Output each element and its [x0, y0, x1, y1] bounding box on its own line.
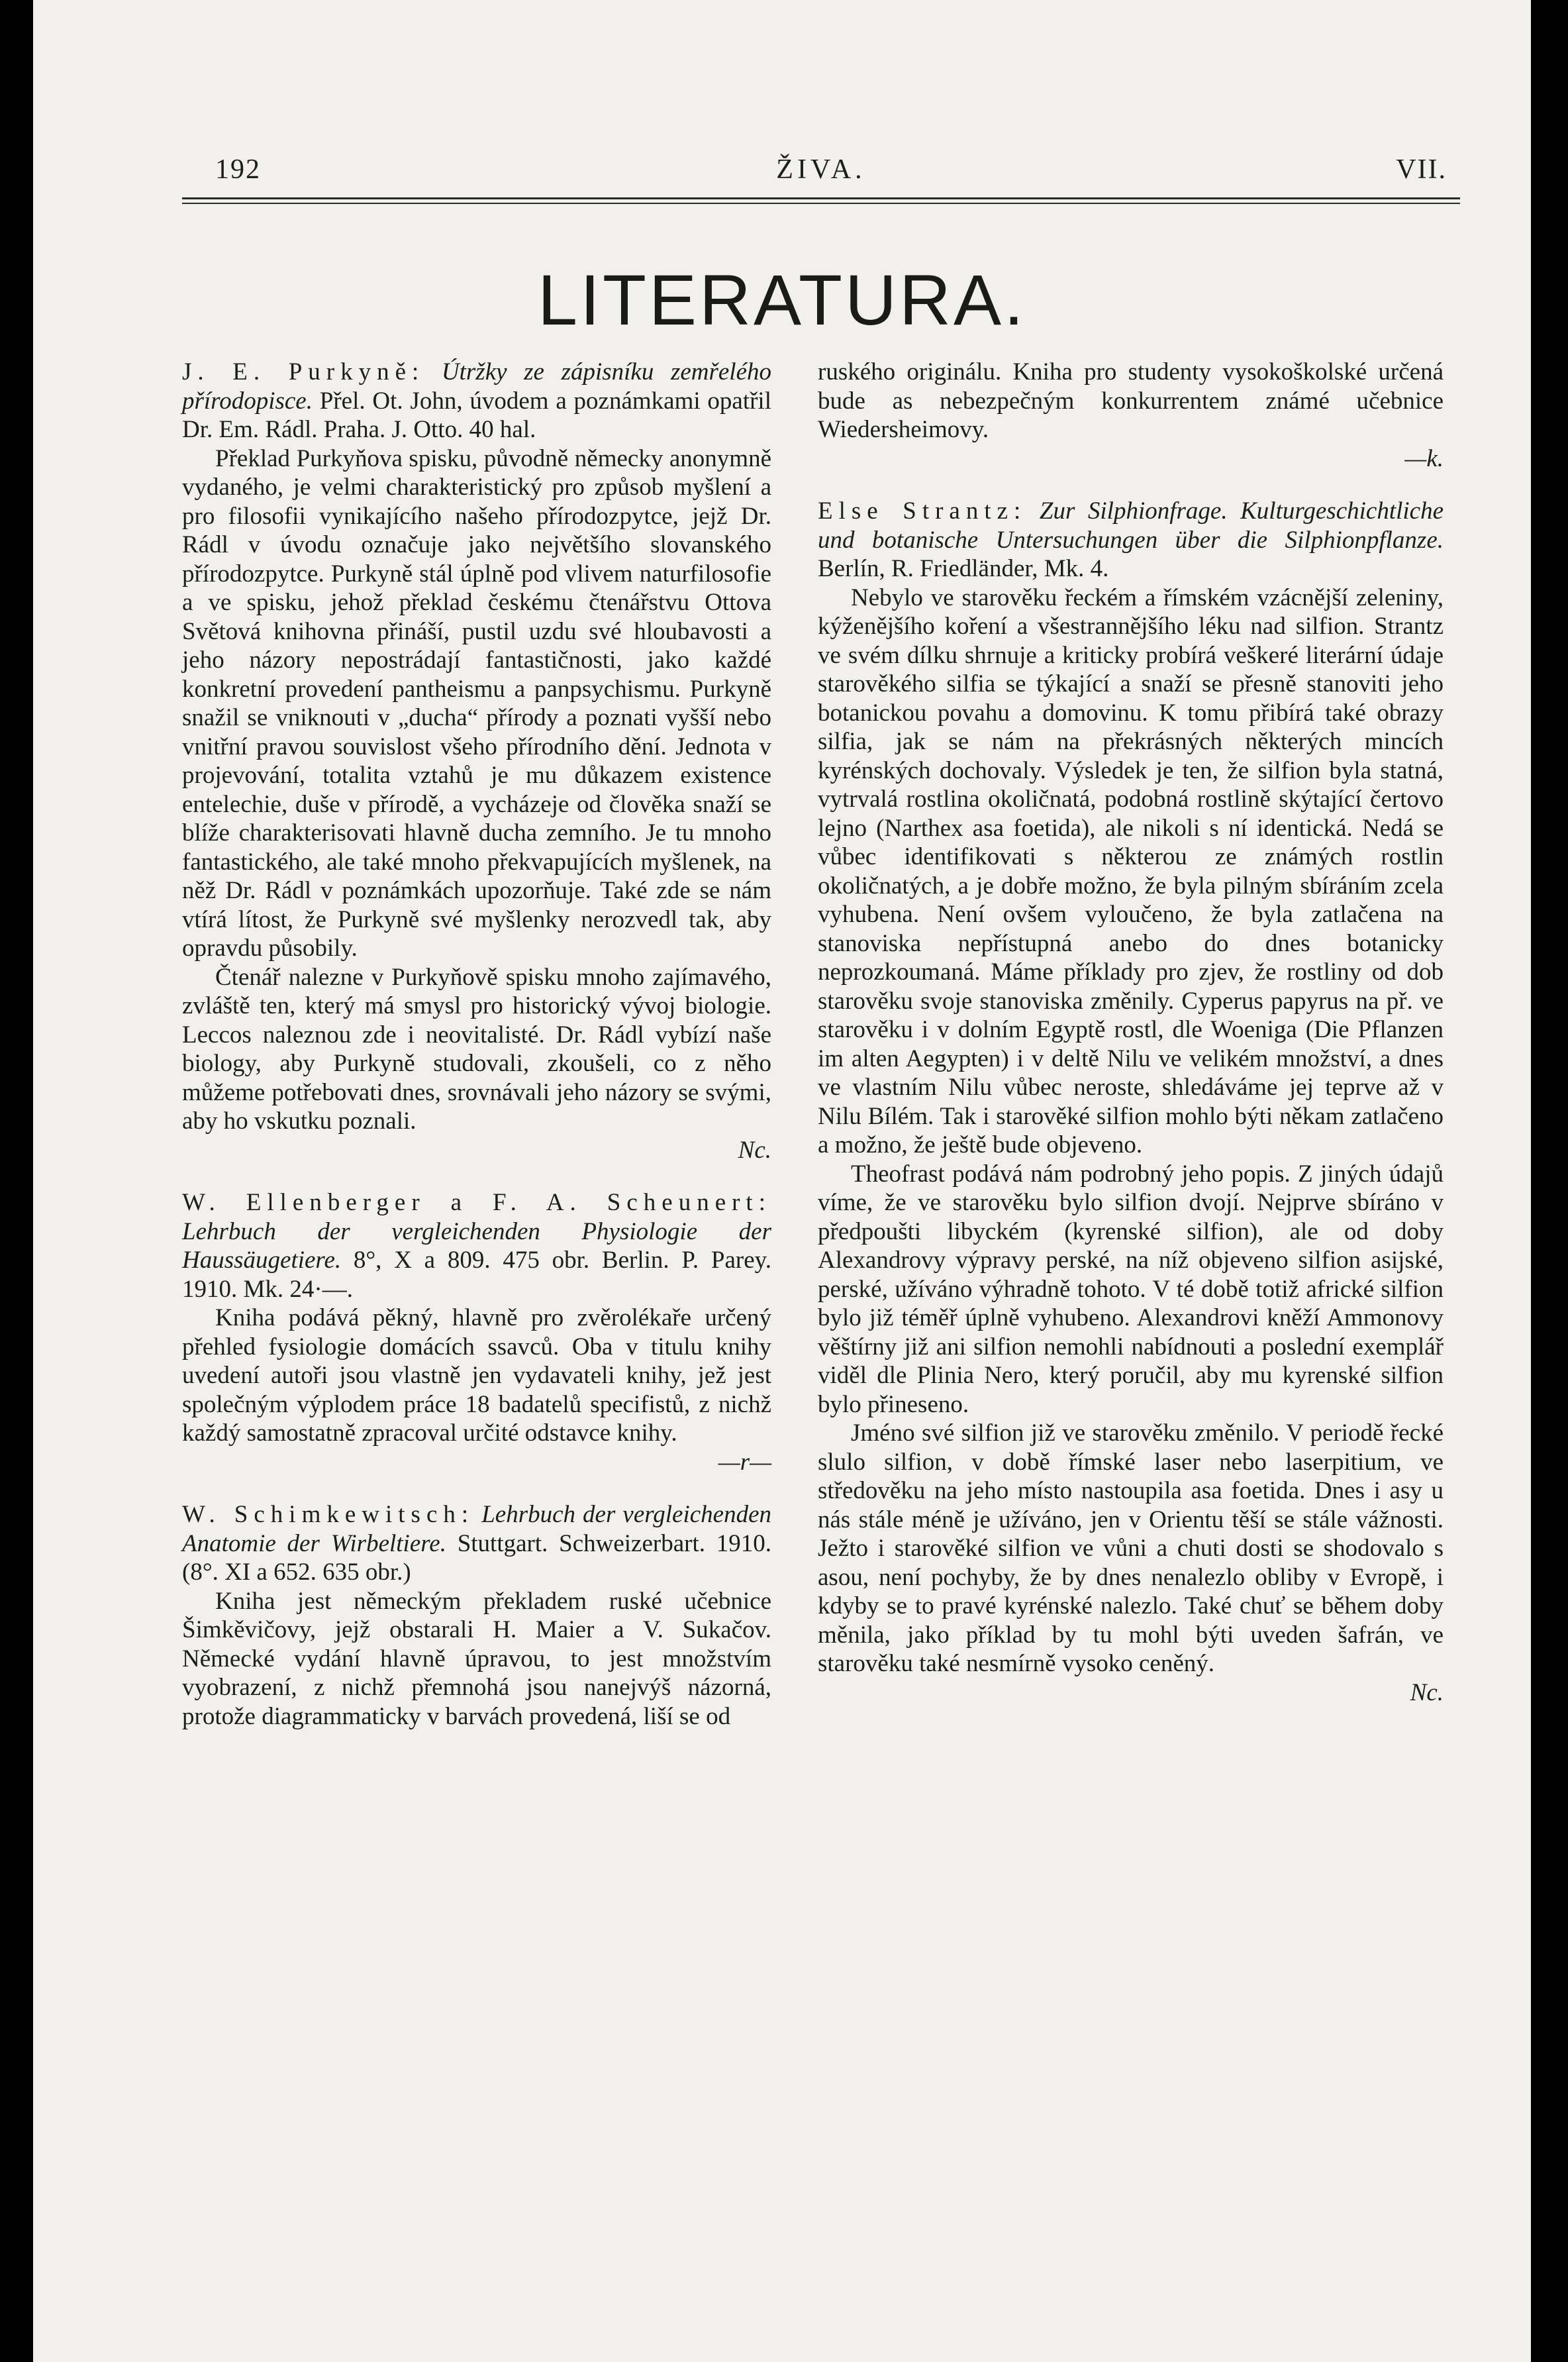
review-work-title: Lehrbuch der vergleichenden Anatomie der Wirbeltiere.: [182, 1501, 772, 1557]
review-heading: [182, 1500, 771, 1587]
review-work-title: Lehrbuch der vergleichenden Physiologie der Haussäugetiere.: [182, 1217, 771, 1274]
review-paragraph: Theofrast podává nám podrobný jeho popis. Z jiných údajů víme, že ve starověku bylo silfion dvojí. Nejprve sbíráno v předpoušti libyckém (kyrenské silfion), ale od doby Alexandrovy výpravy perské, na níž objeveno silfion asijské, perské, užíváno výhradně tohoto. V té době totiž africké silfion bylo již téměř úplně vyhubeno. Alexandrovi kněží Ammonovy věštírny již ani silfion nemohli nabídnouti a poslední exemplář viděl dle Plinia Nero, který poručil, aby mu kyrenské silfion bylo přineseno.: [818, 1160, 1444, 1418]
review-biblio: Přel. Ot. John, úvodem a poznámkami opatřil Dr. Em. Rádl. Praha. J. Otto. 40 hal.: [182, 387, 771, 443]
review-biblio: Berlín, R. Friedländer, Mk. 4.: [818, 555, 1109, 582]
reviewer-signature: —k.: [1404, 444, 1444, 472]
review-author: Else Strantz:: [818, 497, 1027, 525]
section-title: LITERATURA.: [537, 260, 1027, 340]
review-paragraph: Kniha podává pěkný, hlavně pro zvěrolékaře určený přehled fysiologie domácích ssavců. Oba v titulu knihy uvedení autoři jsou vlastně jen vydavateli knihy, jež jest společným výplodem práce 18 badatelů specifistů, z nichž každý samostatně zpracoval určité odstavce knihy.: [182, 1304, 771, 1447]
reviewer-signature: Nc.: [738, 1136, 771, 1164]
left-column: [182, 358, 771, 1755]
review-heading: [818, 497, 1444, 584]
review-paragraph: Jméno své silfion již ve starověku změnilo. V periodě řecké slulo silfion, v době římské laser nebo laserpitium, ve středověku na jeho místo nastoupila asa foetida. Dnes i asy u nás stále méně je užíváno, jen v Orientu těší se stále vážnosti. Ježto i starověké silfion ve vůni a chuti dosti se shodovalo s asou, není pochyby, že by dnes nenalezlo obliby v Evropě, i kdyby se to pravé kyrénské nalezlo. Také chuť se během doby měnila, jako příklad by tu mohl býti uveden šafrán, ve starověku také nesmírně vysoko ceněný.: [818, 1419, 1444, 1677]
journal-title: ŽIVA.: [776, 154, 866, 185]
reviewer-signature: —r—: [718, 1448, 771, 1476]
review-author: W. Ellenberger a F. A. Scheunert:: [182, 1189, 771, 1216]
page-number: 192: [215, 154, 261, 185]
review-strantz: [818, 497, 1444, 1707]
review-author: W. Schimkewitsch:: [182, 1501, 475, 1528]
review-purkyne: [182, 358, 771, 1164]
review-heading: [182, 1188, 771, 1304]
review-author: J. E. Purkyně:: [182, 358, 425, 385]
review-paragraph: Kniha jest německým překladem ruské učebnice Šimkěvičovy, jejž obstarali H. Maier a V. Sukačov. Německé vydání hlavně úpravou, to jest množstvím vyobrazení, z nichž přemnohá jsou nanejvýš názorná, protože diagrammaticky v barvách provedená, liší se od: [182, 1587, 771, 1730]
review-heading: [182, 358, 771, 444]
review-biblio: Stuttgart. Schweizerbart. 1910. (8°. XI a 652. 635 obr.): [182, 1529, 771, 1586]
review-paragraph: Čtenář nalezne v Purkyňově spisku mnoho zajímavého, zvláště ten, který má smysl pro historický vývoj biologie. Leccos naleznou zde i neovitalisté. Dr. Rádl vybízí naše biology, aby Purkyně studovali, zkoušeli, co z něho můžeme potřebovati dnes, srovnávali jeho názory se svými, aby ho vskutku poznali.: [182, 963, 771, 1135]
header-rule-thin: [182, 203, 1460, 204]
volume-number: VII.: [1396, 154, 1447, 185]
right-column: [818, 358, 1444, 1731]
review-work-title: Zur Silphionfrage. Kulturgeschichtliche und botanische Untersuchungen über die Silphionpflanze.: [818, 497, 1444, 554]
running-header: [182, 154, 1460, 193]
reviewer-signature: Nc.: [1410, 1678, 1444, 1706]
review-continuation: [818, 358, 1444, 473]
review-paragraph: ruského originálu. Kniha pro studenty vysokoškolské určená bude as nebezpečným konkurrentem známé učebnice Wiedersheimovy.: [818, 358, 1444, 443]
review-paragraph: Nebylo ve starověku řeckém a římském vzácnější zeleniny, kýženějšího koření a všestrannějšího léku nad silfion. Strantz ve svém dílku shrnuje a kriticky probírá veškeré literární údaje starověkého silfia se týkající a snaží se přesně stanoviti jeho botanickou povahu a domovinu. K tomu přibírá také obrazy silfia, jak se nám na překrásných některých mincích kyrénských dochovaly. Výsledek je ten, že silfion byla statná, vytrvalá rostlina okoličnatá, podobná rostlině skýtající čertovo lejno (Narthex asa foetida), ale nikoli s ní identická. Nedá se vůbec identifikovati s některou ze známých rostlin okoličnatých, a je dobře možno, že byla pilným sbíráním zcela vyhubena. Není ovšem vyloučeno, že byla zatlačena na stanoviska nepřístupná anebo do dnes botanicky neprozkoumaná. Máme příklady pro zjev, že rostliny od dob starověku svoje stanoviska změnily. Cyperus papyrus na př. ve starověku i v dolním Egyptě rostl, dle Woeniga (Die Pflanzen im alten Aegypten) i v deltě Nilu ve velikém množství, a dnes ve vlastním Nilu vůbec neroste, shledáváme jej teprve až v Nilu Bílém. Tak i starověké silfion mohlo býti někam zatlačeno a možno, že ještě bude objeveno.: [818, 584, 1444, 1158]
review-biblio: 8°, X a 809. 475 obr. Berlin. P. Parey. 1910. Mk. 24·—.: [182, 1247, 771, 1303]
review-ellenberger: [182, 1188, 771, 1476]
review-work-title: Útržky ze zápisníku zemřelého přírodopisce.: [182, 358, 772, 415]
review-paragraph: Překlad Purkyňova spisku, původně německy anonymně vydaného, je velmi charakteristický pro způsob myšlení a pro filosofii vynikajícího našeho přírodozpytce, jejž Dr. Rádl v úvodu označuje jako největšího slovanského přírodozpytce. Purkyně stál úplně pod vlivem naturfilosofie a ve spisku, jehož překlad českému čtenářstvu Ottova Světová knihovna přináší, pustil uzdu své hloubavosti a jeho názory nepostrádají fantastičnosti, jako každé konkretní provedení pantheismu a panpsychismu. Purkyně snažil se vniknouti v „ducha“ přírody a poznati vyšší nebo vnitřní pravou souvislost všeho přírodního dění. Jednota v projevování, totalita vztahů je mu důkazem existence entelechie, duše v přírodě, a vycházeje od člověka snaží se blíže charakterisovati hlavně ducha zemního. Je tu mnoho fantastického, ale také mnoho překvapujících myšlenek, na něž Dr. Rádl v poznámkách upozorňuje. Také zde se nám vtírá lítost, že Purkyně své myšlenky nerozvedl tak, aby opravdu působily.: [182, 444, 771, 962]
journal-page: [33, 0, 1531, 2362]
header-rule: [182, 197, 1460, 199]
review-schimkewitsch: [182, 1500, 771, 1731]
